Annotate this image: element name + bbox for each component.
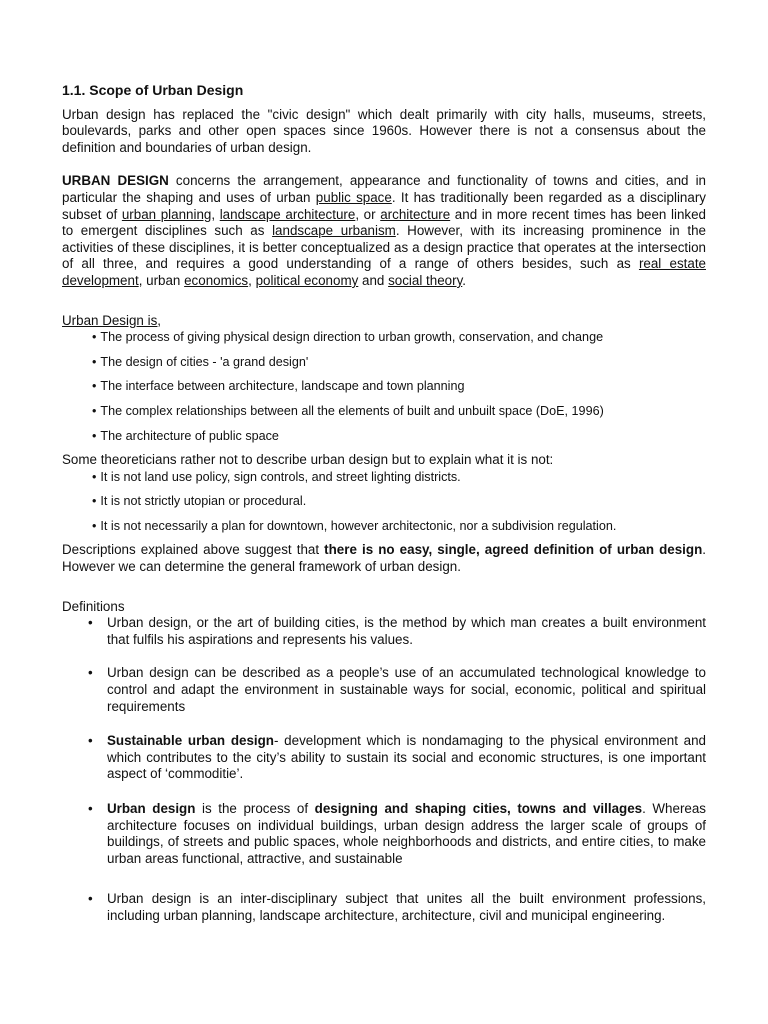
bullet-icon: • [88, 615, 93, 631]
list-item: • It is not land use policy, sign controls, and street lighting districts. [92, 469, 706, 485]
bullet-icon: • [88, 665, 93, 681]
definition-item: • Urban design, or the art of building cities, is the method by which man creates a built environment that fulfils his aspirations and represents his values. [88, 615, 706, 647]
link-economics[interactable]: economics [184, 272, 249, 288]
list-item: • It is not necessarily a plan for downtown, however architectonic, nor a subdivision regulation. [92, 518, 706, 534]
urban-design-paragraph: URBAN DESIGN concerns the arrangement, appearance and functionality of towns and cities, and in particular the shaping and uses of urban public space. It has traditionally been regarded as a disciplinary subset of urban planning, landscape architecture, or architecture and in more recent times has been linked to emergent disciplines such as landscape urbanism. However, with its increasing prominence in the activities of these disciplines, it is better conceptualized as a design practice that operates at the intersection of all three, and requires a good understanding of a range of others besides, such as real estate development, urban economics, political economy and social theory. [62, 173, 706, 288]
not-intro: Some theoreticians rather not to describe urban design but to explain what it is not: [62, 452, 554, 468]
definition-item: • Urban design can be described as a people’s use of an accumulated technological knowledge to control and adapt the environment in sustainable ways for social, economic, political and spiritual requirements [88, 665, 706, 714]
definitions-title: Definitions [62, 598, 125, 614]
intro-paragraph: Urban design has replaced the "civic design" which dealt primarily with city halls, museums, streets, boulevards, parks and other open spaces since 1960s. However there is not a consensus about the definition and boundaries of urban design. [62, 106, 706, 155]
bullet-icon: • [88, 733, 93, 749]
link-landscape-architecture[interactable]: landscape architecture [219, 206, 356, 222]
link-landscape-urbanism[interactable]: landscape urbanism [272, 223, 396, 239]
urban-design-is-title: Urban Design is, [62, 312, 161, 328]
link-social-theory[interactable]: social theory [388, 272, 463, 288]
definition-item: • Urban design is the process of designing and shaping cities, towns and villages. Whereas architecture focuses on individual buildings, urban design address the larger scale of groups of buildings, of streets and public spaces, whole neighborhoods and districts, and entire cities, to make urban areas functional, attractive, and sustainable [88, 801, 706, 866]
list-item: • The interface between architecture, landscape and town planning [92, 378, 706, 394]
bullet-icon: • [88, 801, 93, 816]
link-urban-planning[interactable]: urban planning [121, 206, 212, 222]
urban-design-is-list [62, 329, 706, 443]
link-public-space[interactable]: public space [315, 189, 392, 205]
link-architecture[interactable]: architecture [380, 206, 451, 222]
definitions-list [62, 615, 706, 924]
descriptions-paragraph: Descriptions explained above suggest that there is no easy, single, agreed definition of urban design. However we can determine the general framework of urban design. [62, 542, 706, 575]
document-body [62, 82, 706, 925]
definition-item: • Sustainable urban design- development which is nondamaging to the physical environment and which contributes to the city’s ability to sustain its social and economic structures, is one important aspect of ‘commoditie’. [88, 733, 706, 782]
definition-item: • Urban design is an inter-disciplinary subject that unites all the built environment professions, including urban planning, landscape architecture, architecture, civil and municipal engineering. [88, 891, 706, 923]
section-heading: 1.1. Scope of Urban Design [62, 82, 244, 98]
list-item: • The architecture of public space [92, 428, 706, 444]
list-item: • It is not strictly utopian or procedural. [92, 493, 706, 509]
link-political-economy[interactable]: political economy [255, 272, 359, 288]
urban-design-lead: URBAN DESIGN [62, 173, 169, 189]
list-item: • The design of cities - 'a grand design' [92, 354, 706, 370]
link-real-estate-development[interactable]: real estate development [62, 256, 706, 288]
not-list [62, 469, 706, 534]
bullet-icon: • [88, 891, 93, 907]
list-item: • The complex relationships between all the elements of built and unbuilt space (DoE, 1996) [92, 403, 706, 419]
list-item: • The process of giving physical design direction to urban growth, conservation, and change [92, 329, 706, 345]
